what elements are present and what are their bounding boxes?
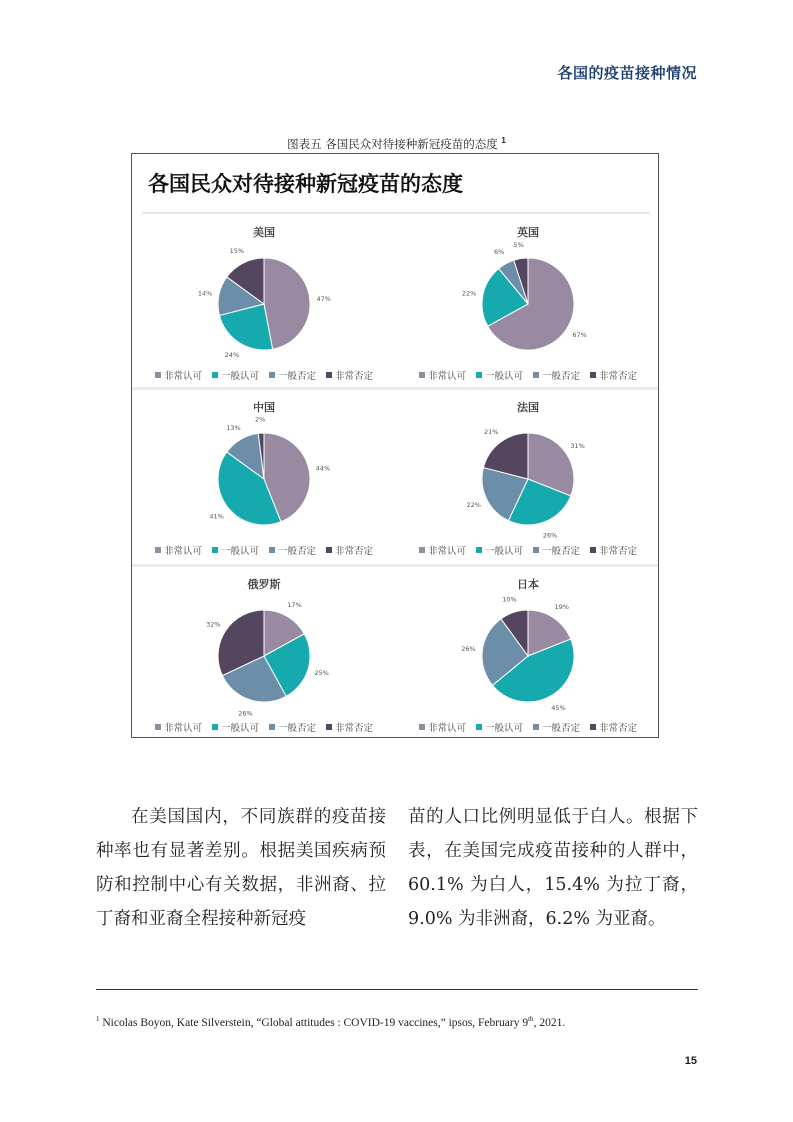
body-text: [96, 800, 698, 936]
footnote-divider: [96, 989, 698, 990]
pie-panel: [132, 216, 396, 392]
legend-item: [269, 368, 316, 382]
legend-swatch: [155, 547, 161, 553]
legend-item: [155, 543, 202, 557]
legend-label: 一般否定: [278, 546, 317, 557]
legend-label: 非常否定: [599, 546, 638, 557]
footnote-superscript: th: [528, 1015, 534, 1023]
legend-swatch: [419, 547, 425, 553]
pie-data-label: 26%: [238, 709, 253, 718]
chart-title: 各国民众对待接种新冠疫苗的态度: [148, 172, 463, 196]
legend-item: [590, 368, 637, 382]
legend-swatch: [476, 372, 482, 378]
legend-label: 一般认可: [484, 371, 523, 382]
pie-data-label: 14%: [197, 289, 213, 298]
footnote-text-end: , 2021.: [533, 1016, 566, 1029]
legend-swatch: [533, 372, 539, 378]
body-column-left: 在美国国内，不同族群的疫苗接种率也有显著差别。根据美国疾病预防和控制中心有关数据，非洲裔、拉丁裔和亚裔全程接种新冠疫: [96, 807, 386, 929]
legend-item: [212, 368, 259, 382]
pie-legend: [132, 368, 396, 382]
legend-item: [269, 543, 316, 557]
pie-legend: [396, 720, 660, 734]
body-column-right: 苗的人口比例明显低于白人。根据下表，在美国完成疫苗接种的人群中，60.1% 为白人，15.4% 为拉丁裔，9.0% 为非洲裔，6.2% 为亚裔。: [408, 807, 698, 929]
pie-title: 法国: [517, 401, 539, 414]
pie-title: 美国: [253, 226, 275, 239]
legend-label: 一般认可: [484, 546, 523, 557]
legend-item: [419, 368, 466, 382]
pie-data-label: 5%: [513, 241, 524, 250]
legend-label: 非常认可: [163, 723, 202, 734]
legend-swatch: [269, 372, 275, 378]
pie-chart: [132, 216, 396, 366]
legend-item: [212, 543, 259, 557]
legend-label: 一般否定: [278, 723, 317, 734]
legend-label: 一般认可: [220, 546, 259, 557]
legend-swatch: [326, 724, 332, 730]
footnote-text: Nicolas Boyon, Kate Silverstein, “Global attitudes : COVID-19 vaccines,” ipsos, February 9: [99, 1016, 529, 1029]
footnote-ref-mark[interactable]: 1: [501, 136, 506, 146]
pie-panel: [396, 391, 660, 567]
legend-swatch: [419, 724, 425, 730]
pie-chart-figure: [131, 153, 659, 738]
pie-legend: [132, 720, 396, 734]
legend-item: [476, 543, 523, 557]
legend-label: 非常认可: [427, 371, 466, 382]
pie-data-label: 24%: [224, 351, 240, 360]
legend-label: 非常否定: [599, 371, 638, 382]
legend-swatch: [419, 372, 425, 378]
legend-swatch: [533, 547, 539, 553]
pie-legend: [396, 368, 660, 382]
legend-label: 非常否定: [335, 546, 374, 557]
legend-label: 非常否定: [599, 723, 638, 734]
pie-chart: [396, 568, 660, 718]
legend-swatch: [326, 372, 332, 378]
pie-data-label: 26%: [461, 645, 476, 653]
pie-data-label: 25%: [314, 669, 329, 678]
legend-item: [476, 368, 523, 382]
legend-item: [326, 368, 373, 382]
figure-caption-text: 图表五 各国民众对待接种新冠疫苗的态度: [287, 137, 498, 151]
legend-swatch: [212, 547, 218, 553]
pie-data-label: 6%: [493, 247, 505, 256]
pie-data-label: 17%: [287, 600, 302, 609]
legend-label: 非常否定: [335, 371, 374, 382]
pie-chart: [132, 391, 396, 541]
legend-label: 一般否定: [542, 546, 581, 557]
pie-data-label: 31%: [570, 441, 585, 450]
pie-legend: [396, 543, 660, 557]
legend-item: [326, 720, 373, 734]
legend-item: [533, 368, 580, 382]
legend-label: 非常认可: [163, 371, 202, 382]
legend-swatch: [212, 724, 218, 730]
pie-data-label: 13%: [226, 423, 241, 432]
figure-caption: [0, 136, 793, 152]
legend-label: 一般认可: [484, 723, 523, 734]
legend-item: [212, 720, 259, 734]
pie-data-label: 32%: [206, 620, 221, 629]
legend-label: 一般认可: [220, 371, 259, 382]
legend-item: [590, 543, 637, 557]
legend-label: 非常认可: [163, 546, 202, 557]
pie-data-label: 10%: [502, 595, 517, 604]
legend-label: 一般认可: [220, 723, 259, 734]
pie-data-label: 19%: [554, 602, 569, 611]
running-header: 各国的疫苗接种情况: [557, 64, 697, 82]
pie-chart: [132, 568, 396, 718]
pie-slice: [264, 258, 310, 349]
legend-item: [155, 720, 202, 734]
pie-title: 中国: [253, 401, 275, 414]
legend-swatch: [155, 372, 161, 378]
legend-label: 非常否定: [335, 723, 374, 734]
pie-data-label: 67%: [572, 331, 587, 339]
legend-swatch: [269, 724, 275, 730]
legend-swatch: [212, 372, 218, 378]
legend-swatch: [326, 547, 332, 553]
legend-label: 非常认可: [427, 723, 466, 734]
pie-data-label: 47%: [316, 294, 331, 303]
legend-item: [269, 720, 316, 734]
pie-data-label: 26%: [542, 531, 558, 540]
pie-panel: [396, 568, 660, 744]
pie-panel: [396, 216, 660, 392]
page-number: 15: [684, 1055, 697, 1067]
pie-title: 英国: [517, 226, 539, 239]
pie-data-label: 45%: [551, 704, 566, 713]
pie-title: 日本: [517, 578, 539, 591]
legend-swatch: [476, 724, 482, 730]
legend-label: 一般否定: [278, 371, 317, 382]
legend-item: [155, 368, 202, 382]
pie-chart: [396, 391, 660, 541]
footnote: [96, 1015, 698, 1029]
pie-data-label: 44%: [315, 464, 331, 473]
pie-panel: [132, 391, 396, 567]
legend-swatch: [476, 547, 482, 553]
legend-label: 一般否定: [542, 723, 581, 734]
legend-item: [419, 543, 466, 557]
pie-title: 俄罗斯: [247, 578, 281, 591]
legend-swatch: [155, 724, 161, 730]
pie-data-label: 41%: [209, 512, 224, 521]
legend-swatch: [269, 547, 275, 553]
legend-item: [326, 543, 373, 557]
legend-item: [590, 720, 637, 734]
legend-label: 非常认可: [427, 546, 466, 557]
pie-legend: [132, 543, 396, 557]
legend-swatch: [590, 547, 596, 553]
legend-item: [419, 720, 466, 734]
pie-chart: [396, 216, 660, 366]
legend-swatch: [590, 724, 596, 730]
pie-data-label: 22%: [466, 501, 481, 509]
pie-data-label: 15%: [229, 247, 245, 255]
pie-data-label: 2%: [255, 415, 266, 424]
legend-item: [476, 720, 523, 734]
legend-item: [533, 720, 580, 734]
pie-panel: [132, 568, 396, 744]
legend-item: [533, 543, 580, 557]
footnote-mark: 1: [96, 1015, 100, 1023]
pie-data-label: 22%: [461, 289, 477, 298]
pie-data-label: 21%: [483, 428, 499, 437]
title-divider: [142, 212, 650, 214]
legend-swatch: [590, 372, 596, 378]
legend-label: 一般否定: [542, 371, 581, 382]
legend-swatch: [533, 724, 539, 730]
